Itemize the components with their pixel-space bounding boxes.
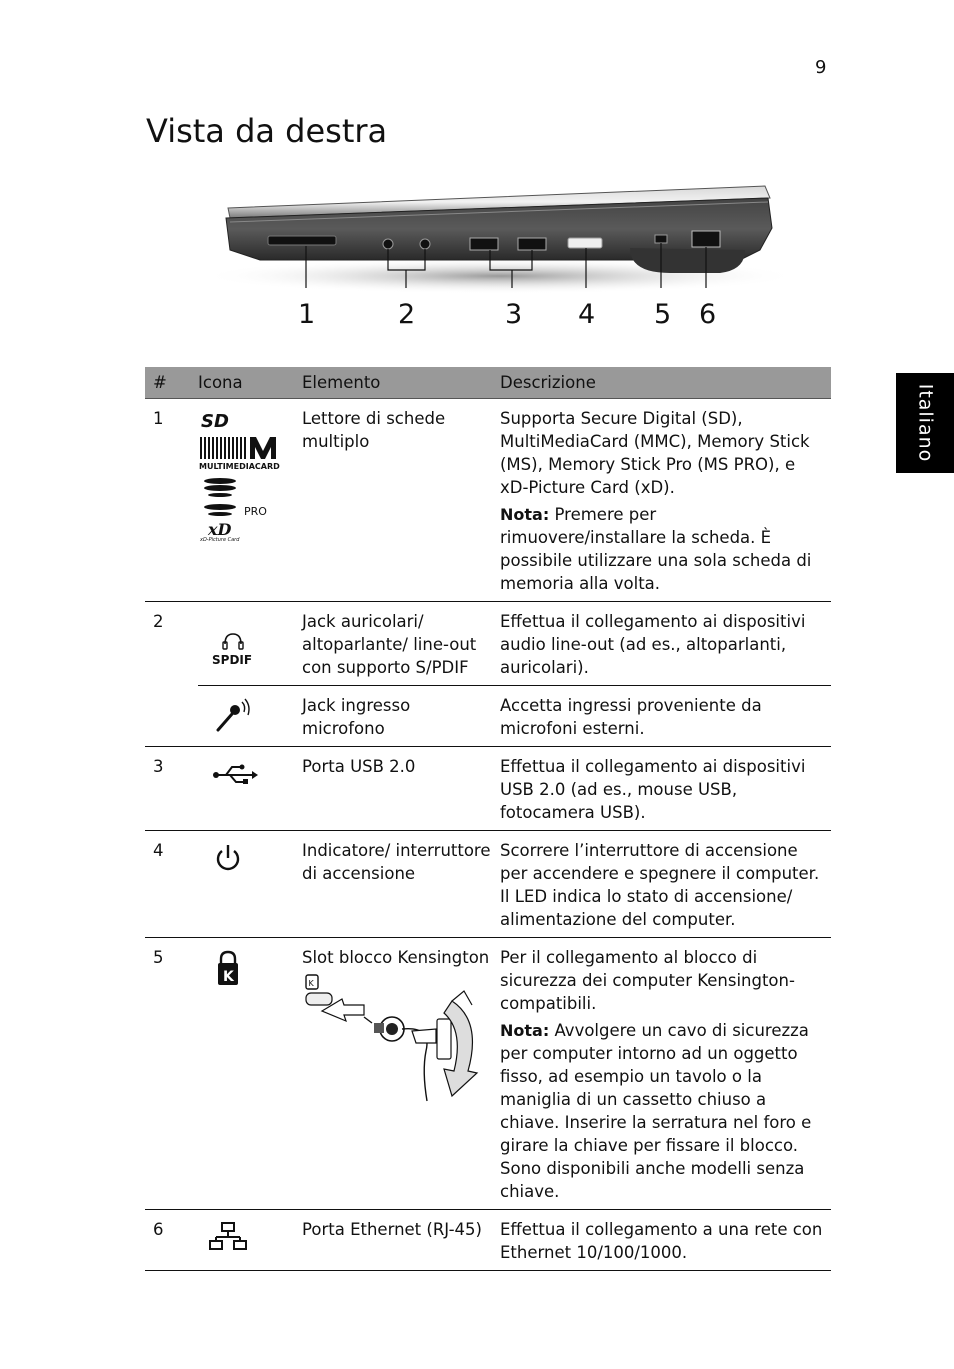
card-reader-slot — [268, 236, 336, 245]
callout-2: 2 — [398, 299, 416, 330]
svg-text:xD: xD — [208, 520, 232, 539]
header-num: # — [145, 367, 198, 399]
page-title: Vista da destra — [146, 112, 388, 150]
row-element: Indicatore/ interruttore di accensione — [302, 831, 500, 938]
laptop-right-side-illustration — [200, 178, 800, 338]
row-description: Effettua il collegamento a una rete con Ethernet 10/100/1000. — [500, 1210, 831, 1271]
microphone-icon — [198, 686, 302, 747]
note-paragraph — [500, 1019, 823, 1203]
note-label: Nota: — [500, 1021, 550, 1040]
ms-pro-logo-text: PRO — [244, 505, 267, 518]
row-element — [302, 938, 500, 1210]
row-description: Scorrere l’interruttore di accensione per accendere e spegnere il computer. Il LED indica lo stato di accensione/ alimentazione del computer. — [500, 831, 831, 938]
row-num: 4 — [145, 831, 198, 938]
table-row — [145, 747, 831, 831]
callout-6: 6 — [699, 299, 717, 330]
row-num: 6 — [145, 1210, 198, 1271]
header-icon: Icona — [198, 367, 302, 399]
card-reader-logos-icon — [198, 399, 302, 602]
row-num — [145, 686, 198, 747]
header-description: Descrizione — [500, 367, 831, 399]
row-element-label: Slot blocco Kensington — [302, 948, 490, 967]
mmc-logo-text: MULTIMEDIACARD — [199, 462, 280, 471]
language-tab[interactable] — [896, 373, 954, 473]
row-num: 5 — [145, 938, 198, 1210]
row-element: Jack ingresso microfono — [302, 686, 500, 747]
headphone-jack — [383, 239, 393, 249]
power-icon — [198, 831, 302, 938]
row-description — [500, 399, 831, 602]
note-paragraph — [500, 503, 823, 595]
callout-3: 3 — [505, 299, 523, 330]
ethernet-port — [692, 231, 720, 247]
usb-port-1 — [470, 238, 498, 250]
sd-logo-text: SD — [201, 411, 229, 432]
note-label: Nota: — [500, 505, 550, 524]
callout-5: 5 — [654, 299, 672, 330]
description-text: Supporta Secure Digital (SD), MultiMediaCard (MMC), Memory Stick (MS), Memory Stick Pro (MS PRO), e xD-Picture Card (xD). — [500, 409, 810, 497]
page-number: 9 — [815, 57, 827, 78]
language-tab-label: Italiano — [914, 383, 937, 463]
note-text: Premere per rimuovere/installare la scheda. È possibile utilizzare una sola scheda di memoria alla volta. — [500, 505, 812, 593]
callout-1: 1 — [298, 299, 316, 330]
table-row — [145, 399, 831, 602]
table-header-row — [145, 367, 831, 399]
headphones-spdif-icon — [198, 602, 302, 686]
power-slider — [568, 238, 602, 248]
spdif-label: SPDIF — [212, 653, 253, 667]
ethernet-icon — [198, 1210, 302, 1271]
table-row — [145, 831, 831, 938]
xd-logo-text: xD-Picture Card — [200, 537, 240, 541]
row-description — [500, 938, 831, 1210]
kensington-slot — [655, 235, 667, 243]
microphone-jack — [420, 239, 430, 249]
usb-icon — [198, 747, 302, 831]
table-row — [145, 686, 831, 747]
svg-text:K: K — [223, 969, 234, 985]
row-element: Porta Ethernet (RJ-45) — [302, 1210, 500, 1271]
header-element: Elemento — [302, 367, 500, 399]
row-num: 3 — [145, 747, 198, 831]
row-element: Jack auricolari/ altoparlante/ line-out con supporto S/PDIF — [302, 602, 500, 686]
row-description: Effettua il collegamento ai dispositivi USB 2.0 (ad es., mouse USB, fotocamera USB). — [500, 747, 831, 831]
row-element: Porta USB 2.0 — [302, 747, 500, 831]
svg-text:K: K — [308, 979, 314, 988]
description-text: Per il collegamento al blocco di sicurezza dei computer Kensington-compatibili. — [500, 948, 795, 1013]
kensington-lock-illustration — [302, 971, 492, 1111]
kensington-lock-icon — [198, 938, 302, 1210]
row-description: Effettua il collegamento ai dispositivi audio line-out (ad es., altoparlanti, auricolari). — [500, 602, 831, 686]
row-description: Accetta ingressi proveniente da microfoni esterni. — [500, 686, 831, 747]
table-row — [145, 938, 831, 1210]
table-row — [145, 602, 831, 686]
usb-port-2 — [518, 238, 546, 250]
row-element: Lettore di schede multiplo — [302, 399, 500, 602]
note-text: Avvolgere un cavo di sicurezza per computer intorno ad un oggetto fisso, ad esempio un tavolo o la maniglia di un cassetto chiuso a chiave. Inserire la serratura nel foro e girare la chiave per fissare il blocco. Sono disponibili anche modelli senza chiave. — [500, 1021, 812, 1201]
ports-table — [145, 367, 831, 1271]
callout-4: 4 — [578, 299, 596, 330]
row-num: 2 — [153, 612, 164, 631]
row-num: 1 — [145, 399, 198, 602]
table-row — [145, 1210, 831, 1271]
